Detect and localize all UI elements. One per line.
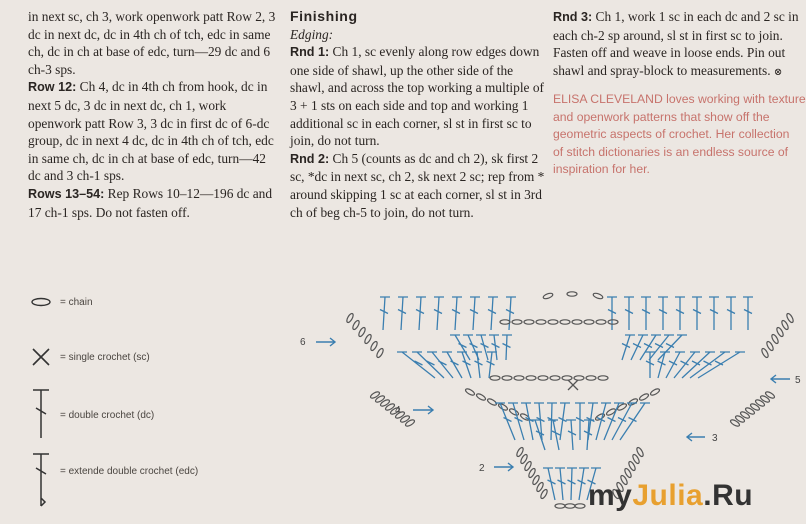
chain-stitch-icon — [776, 327, 785, 338]
chain-stitch-icon — [735, 415, 746, 424]
chain-stitch-icon — [524, 320, 534, 324]
chain-stitch-icon — [565, 504, 575, 508]
chain-stitch-icon — [538, 376, 548, 380]
bio-line: of stitch dictionaries is an endless source of — [553, 144, 789, 159]
legend-extended-double-crochet-label: = extende double crochet (edc) — [60, 466, 199, 477]
bio-line: ELISA CLEVELAND loves working with texture — [553, 92, 806, 107]
chain-stitch-icon — [358, 327, 367, 338]
chain-stitch-icon — [490, 376, 500, 380]
chain-stitch-icon — [745, 407, 756, 416]
chain-stitch-icon — [465, 388, 476, 397]
paragraph-row-11-end: in next sc, ch 3, work openwork patt Row 2, 3 dc in next dc, dc in 4th ch of tch, edc in same ch, dc in ch at base of edc, turn—29 dc and 6 ch-3 sps. — [28, 9, 276, 77]
dc-stitch-icon — [450, 335, 470, 360]
dc-stitch-icon — [567, 468, 577, 500]
sc-stitch-icon — [568, 380, 578, 390]
bio-line: and openwork patterns that show off the — [553, 109, 770, 124]
rnd-2-text: Ch 5 (counts as dc and ch 2), sk first 2 sc, *dc in next sc, ch 2, sk next 2 sc; rep from * around skipping 1 sc at each corner, sl st in 3rd ch of beg ch-5 to join, do not turn. — [290, 150, 545, 220]
rnd-3-text: Ch 1, work 1 sc in each dc and 2 sc in each ch-2 sp around, sl st in first sc to join. Fasten off and weave in loose ends. Pin out shawl and spray-block to measurements. — [553, 9, 799, 78]
dc-stitch-icon — [666, 352, 685, 378]
row-label-3 — [687, 433, 718, 444]
end-mark-icon: ⊗ — [773, 66, 783, 78]
dc-stitch-icon — [607, 297, 617, 330]
dc-stitch-icon — [658, 297, 668, 330]
chain-stitch-icon — [370, 341, 379, 352]
chain-stitch-icon — [593, 292, 604, 300]
dc-stitch-icon — [412, 352, 444, 378]
legend-double-crochet-label: = double crochet (dc) — [60, 410, 155, 421]
edging-subheading: Edging: — [290, 26, 334, 42]
svg-text:4: 4 — [395, 405, 401, 416]
chain-stitch-icon — [766, 341, 775, 352]
dc-stitch-icon — [575, 403, 585, 440]
rnd-1-label: Rnd 1: — [290, 45, 330, 60]
svg-text:5: 5 — [795, 375, 801, 386]
rnd-2-label: Rnd 2: — [290, 151, 330, 166]
rnd-3-label: Rnd 3: — [553, 10, 593, 24]
chain-stitch-icon — [760, 395, 771, 404]
rnd-1-text: Ch 1, sc evenly along row edges down one side of shawl, up the other side of the shawl, and across the top working a multiple of 3 + 1 sts on each side and top and working 1 additional sc in each corner, sl st in first sc to join, do not turn. — [290, 44, 544, 149]
dc-stitch-icon — [470, 297, 480, 330]
chain-stitch-icon — [380, 399, 391, 408]
chain-stitch-icon — [476, 393, 487, 402]
svg-text:6: 6 — [300, 337, 306, 348]
dc-stitch-icon — [398, 297, 408, 330]
dc-stitch-icon — [434, 297, 444, 330]
chain-stitch-icon — [572, 320, 582, 324]
chain-stitch-icon — [628, 398, 639, 407]
chain-stitch-icon — [502, 376, 512, 380]
chain-stitch-icon — [550, 376, 560, 380]
bio-line: inspiration for her. — [553, 162, 650, 176]
chain-stitch-icon — [740, 411, 751, 420]
chain-stitch-icon — [512, 320, 522, 324]
chain-stitch-icon — [650, 388, 661, 397]
chain-stitch-icon — [771, 334, 780, 345]
chain-stitch-icon — [514, 376, 524, 380]
dc-stitch-icon — [506, 297, 516, 330]
dc-stitch-icon — [442, 352, 462, 378]
dc-stitch-icon — [645, 352, 655, 378]
chain-stitch-icon — [352, 320, 361, 331]
chain-stitch-icon — [376, 348, 385, 359]
row-12-text: Ch 4, dc in 4th ch from hook, dc in next 5 dc, 3 dc in next dc, ch 1, work openwork patt Row 3, 3 dc in first dc of 6-dc group, dc in next 4 dc, dc in 4th ch of tch, edc in same ch, dc in ch at base of edc, turn—42 dc and 3 ch-1 sps. — [28, 79, 274, 184]
chain-stitch-icon — [536, 320, 546, 324]
row-label-4 — [395, 405, 433, 416]
dc-stitch-icon — [452, 297, 462, 330]
rows-13-54-text: Rep Rows 10–12—196 dc and 17 ch-1 sps. Do not fasten off. — [28, 185, 273, 220]
dc-stitch-icon — [675, 297, 685, 330]
dc-stitch-icon — [548, 420, 560, 450]
chain-stitch-icon — [574, 376, 584, 380]
chain-stitch-icon — [730, 419, 741, 428]
chain-stitch-icon — [750, 403, 761, 412]
legend-chain-label: = chain — [60, 297, 93, 308]
dc-stitch-icon — [502, 335, 512, 360]
chain-stitch-icon — [500, 320, 510, 324]
chain-stitch-icon — [370, 391, 381, 400]
chain-stitch-icon — [385, 403, 396, 412]
chain-stitch-icon — [567, 292, 577, 296]
chain-stitch-icon — [786, 313, 795, 324]
dc-stitch-icon — [380, 297, 390, 330]
dc-stitch-icon — [596, 403, 611, 440]
dc-stitch-icon — [743, 297, 753, 330]
chain-stitch-icon — [543, 292, 554, 300]
chain-stitch-icon — [548, 320, 558, 324]
svg-text:3: 3 — [712, 433, 718, 444]
chain-stitch-icon — [586, 376, 596, 380]
dc-stitch-icon — [543, 468, 556, 500]
chain-stitch-icon — [584, 320, 594, 324]
dc-stitch-icon — [631, 335, 648, 360]
chain-stitch-icon — [509, 408, 520, 417]
chain-stitch-icon — [375, 395, 386, 404]
dc-stitch-icon — [397, 352, 435, 378]
chain-stitch-icon — [526, 376, 536, 380]
chain-stitch-icon — [555, 504, 565, 508]
dc-stitch-icon — [489, 335, 500, 360]
row-label-6 — [300, 337, 335, 348]
row-12-label: Row 12: — [28, 80, 77, 95]
chart-stitches — [346, 292, 795, 508]
dc-stitch-icon — [488, 297, 498, 330]
chain-stitch-icon — [400, 415, 411, 424]
chain-stitch-icon — [781, 320, 790, 331]
bio-line: geometric aspects of crochet. Her collection — [553, 127, 790, 142]
dc-stitch-icon — [566, 420, 576, 450]
chain-stitch-icon — [596, 320, 606, 324]
dc-stitch-icon — [641, 297, 651, 330]
chain-stitch-icon — [755, 399, 766, 408]
dc-stitch-icon — [487, 352, 498, 378]
finishing-heading: Finishing — [290, 8, 358, 24]
chain-stitch-icon — [364, 334, 373, 345]
dc-stitch-icon — [624, 297, 634, 330]
dc-stitch-icon — [709, 297, 719, 330]
dc-stitch-icon — [726, 297, 736, 330]
chain-stitch-icon — [595, 413, 606, 422]
watermark-logo: myJulia.Ru — [588, 479, 754, 512]
chain-stitch-icon — [608, 320, 618, 324]
chain-stitch-icon — [346, 313, 355, 324]
chain-stitch-icon — [598, 376, 608, 380]
chain-stitch-icon — [562, 376, 572, 380]
chain-stitch-icon — [639, 393, 650, 402]
chain-stitch-icon — [487, 398, 498, 407]
dc-stitch-icon — [416, 297, 426, 330]
rows-13-54-label: Rows 13–54: — [28, 186, 105, 201]
chain-stitch-icon — [761, 348, 770, 359]
legend-single-crochet-label: = single crochet (sc) — [60, 352, 150, 363]
row-label-2 — [479, 463, 513, 474]
chain-stitch-icon — [560, 320, 570, 324]
dc-stitch-icon — [692, 297, 702, 330]
chain-stitch-icon — [765, 391, 776, 400]
svg-text:2: 2 — [479, 463, 485, 474]
chain-stitch-icon — [575, 504, 585, 508]
dc-stitch-icon — [555, 468, 566, 500]
row-label-5 — [771, 375, 801, 386]
chain-stitch-icon — [405, 419, 416, 428]
